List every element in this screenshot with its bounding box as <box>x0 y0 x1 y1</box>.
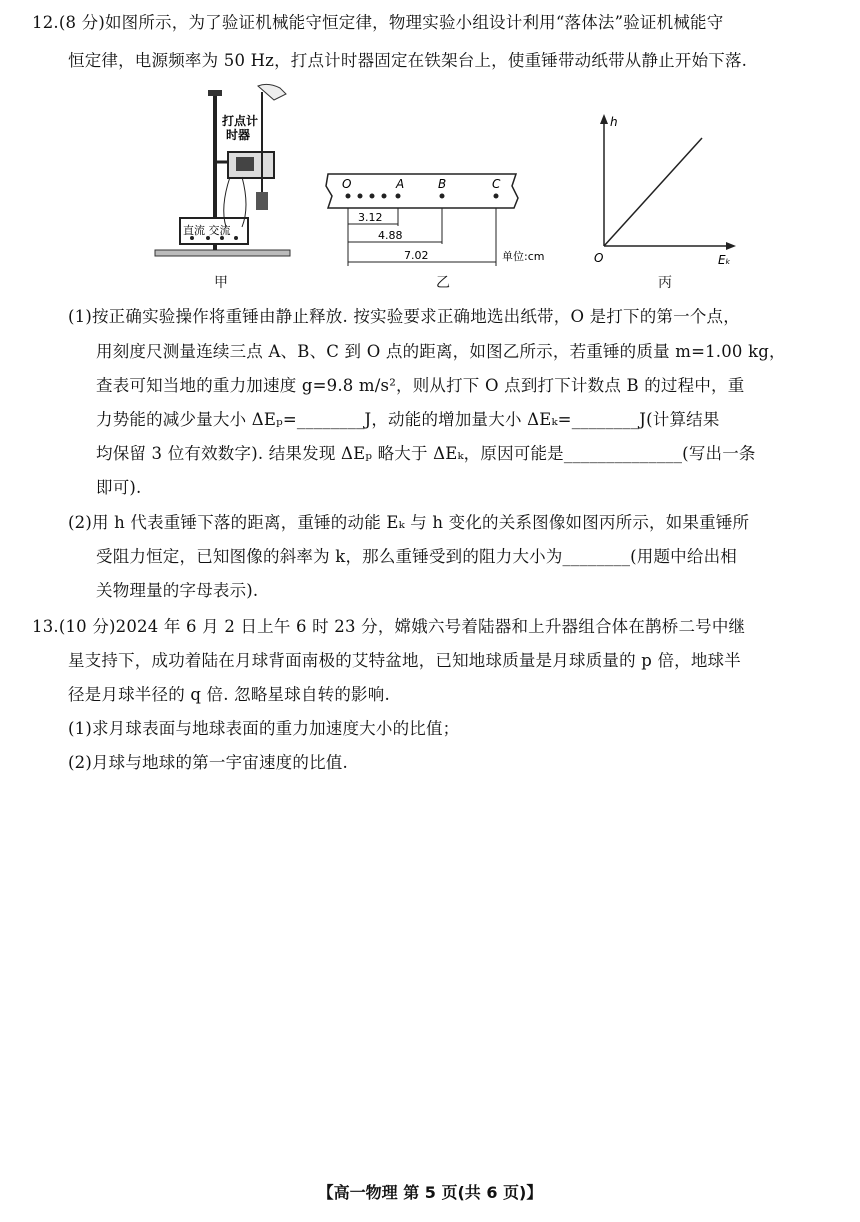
dist-OC: 7.02 <box>404 249 429 262</box>
q13-line-3: 径是月球半径的 q 倍. 忽略星球自转的影响. <box>68 685 390 704</box>
q12-line-2: 恒定律，电源频率为 50 Hz，打点计时器固定在铁架台上，使重锤带动纸带从静止开始下落. <box>68 51 748 70</box>
q12-p2-line-3: 关物理量的字母表示). <box>96 581 259 600</box>
q12-p1-line-2: 用刻度尺测量连续三点 A、B、C 到 O 点的距离，如图乙所示，若重锤的质量 m=1.00 kg， <box>96 342 786 361</box>
caption-yi: 乙 <box>436 275 450 291</box>
q13-line-1: 13.(10 分)2024 年 6 月 2 日上午 6 时 23 分，嫦娥六号着陆器和上升器组合体在鹊桥二号中继 <box>32 617 746 636</box>
supply-label: 直流 交流 <box>183 224 231 237</box>
page-footer: 【高一物理 第 5 页(共 6 页)】 <box>317 1183 543 1202</box>
origin-label: O <box>594 251 604 265</box>
q12-p1-line-5: 均保留 3 位有效数字). 结果发现 ΔEₚ 略大于 ΔEₖ，原因可能是______________(写出一条 <box>96 444 756 463</box>
figure-jia-apparatus <box>150 82 295 282</box>
dist-OB: 4.88 <box>378 229 403 242</box>
q12-p1-line-1: (1)按正确实验操作将重锤由静止释放. 按实验要求正确地选出纸带，O 是打下的第一个点， <box>68 307 740 326</box>
caption-bing: 丙 <box>658 275 672 291</box>
figure-bing-graph <box>590 110 740 270</box>
q12-p2-line-1: (2)用 h 代表重锤下落的距离，重锤的动能 Eₖ 与 h 变化的关系图像如图丙所示，如果重锤所 <box>68 513 750 532</box>
q12-line-1: 12.(8 分)如图所示，为了验证机械能守恒定律，物理实验小组设计利用“落体法”验证机械能守 <box>32 13 724 32</box>
caption-jia: 甲 <box>214 275 228 291</box>
q12-p1-line-6: 即可). <box>96 478 142 497</box>
y-axis-label: h <box>610 115 618 129</box>
q13-line-5: (2)月球与地球的第一宇宙速度的比值. <box>68 753 348 772</box>
point-A: A <box>396 177 405 191</box>
point-O: O <box>342 177 352 191</box>
timer-label-1: 打点计 <box>222 114 259 128</box>
point-C: C <box>492 177 501 191</box>
point-B: B <box>438 177 447 191</box>
q12-p1-line-4: 力势能的减少量大小 ΔEₚ=________J，动能的增加量大小 ΔEₖ=________J(计算结果 <box>96 410 720 429</box>
q13-line-2: 星支持下，成功着陆在月球背面南极的艾特盆地，已知地球质量是月球质量的 p 倍，地球半 <box>68 651 741 670</box>
figure-yi-tape <box>320 168 560 273</box>
q12-p2-line-2: 受阻力恒定，已知图像的斜率为 k，那么重锤受到的阻力大小为________(用题中给出相 <box>96 547 737 566</box>
q13-line-4: (1)求月球表面与地球表面的重力加速度大小的比值； <box>68 719 460 738</box>
dist-OA: 3.12 <box>358 211 383 224</box>
unit-label: 单位:cm <box>502 250 545 263</box>
x-axis-label: Eₖ <box>718 253 731 267</box>
q12-p1-line-3: 查表可知当地的重力加速度 g=9.8 m/s²，则从打下 O 点到打下计数点 B 的过程中，重 <box>96 376 745 395</box>
timer-label-2: 时器 <box>226 128 251 142</box>
